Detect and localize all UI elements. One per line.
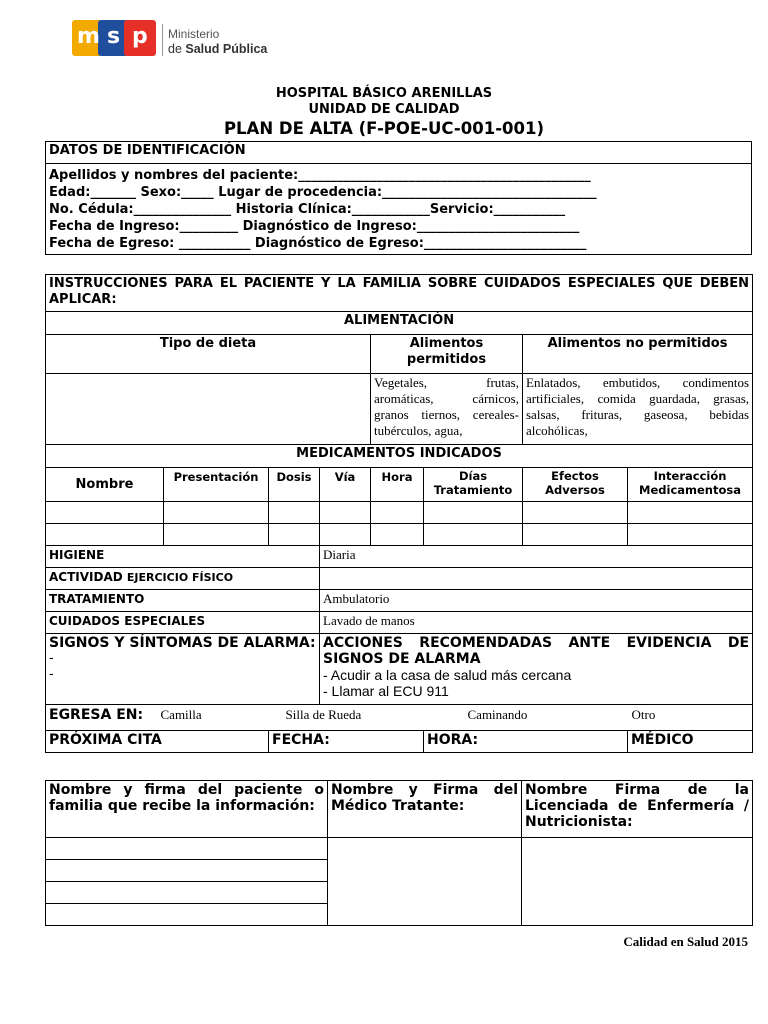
signature-patient-header: Nombre y firma del paciente o familia que recibe la información: <box>46 781 328 838</box>
med-col-presentacion: Presentación <box>164 468 269 502</box>
cita-fecha-field[interactable]: FECHA: <box>269 731 424 753</box>
alarm-action-item: - Llamar al ECU 911 <box>323 683 449 699</box>
signature-nurse-box[interactable] <box>522 838 753 926</box>
med-cell[interactable] <box>628 524 753 546</box>
cita-medico-field[interactable]: MÉDICO <box>628 731 753 753</box>
alimentacion-heading: ALIMENTACIÓN <box>46 312 753 335</box>
allowed-foods-cell: Vegetales, frutas, aromáticas, cárnicos, granos tiernos, cereales-tubérculos, agua, <box>371 374 523 445</box>
alarm-action-item: - Acudir a la casa de salud más cercana <box>323 667 572 683</box>
footer-text: Calidad en Salud 2015 <box>623 934 748 949</box>
med-cell[interactable] <box>269 524 320 546</box>
med-col-dias: Días Tratamiento <box>424 468 523 502</box>
logo-salud: de Salud Pública <box>168 42 268 56</box>
med-col-nombre: Nombre <box>46 468 164 502</box>
logo-letter-p: p <box>132 24 148 49</box>
cedula-history-service-field[interactable]: No. Cédula:_______________ Historia Clínica:____________Servicio:___________ <box>49 202 566 217</box>
tratamiento-value: Ambulatorio <box>320 590 753 612</box>
med-cell[interactable] <box>523 502 628 524</box>
egresa-option-otro[interactable]: Otro <box>631 707 656 722</box>
signature-nurse-header: Nombre Firma de la Licenciada de Enfermería / Nutricionista: <box>522 781 753 838</box>
higiene-value: Diaria <box>320 546 753 568</box>
actividad-label: ACTIVIDAD EJERCICIO FÍSICO <box>46 568 320 590</box>
med-cell[interactable] <box>371 502 424 524</box>
med-col-via: Vía <box>320 468 371 502</box>
egresa-label: EGRESA EN: <box>49 707 144 723</box>
identification-fields <box>46 164 752 255</box>
logo-divider <box>162 24 163 56</box>
egresa-option-camilla[interactable]: Camilla <box>160 707 202 722</box>
alarm-sign-item: - <box>49 667 54 682</box>
logo-letter-s: s <box>107 24 121 49</box>
discharge-date-diagnosis-field[interactable]: Fecha de Egreso: ___________ Diagnóstico de Egreso:_________________________ <box>49 236 587 251</box>
med-cell[interactable] <box>424 524 523 546</box>
logo-ministerio: Ministerio <box>168 27 220 41</box>
med-col-interaccion: Interacción Medicamentosa <box>628 468 753 502</box>
age-sex-origin-field[interactable]: Edad:_______ Sexo:_____ Lugar de procedencia:_________________________________ <box>49 185 597 200</box>
egresa-row <box>46 705 753 731</box>
alarm-actions-heading: ACCIONES RECOMENDADAS ANTE EVIDENCIA DE SIGNOS DE ALARMA <box>323 635 750 667</box>
signature-doctor-box[interactable] <box>328 838 522 926</box>
med-cell[interactable] <box>628 502 753 524</box>
med-row-1 <box>46 502 753 524</box>
med-col-efectos: Efectos Adversos <box>523 468 628 502</box>
alarm-sign-item: - <box>49 651 54 666</box>
instructions-table <box>45 274 753 753</box>
diet-type-header: Tipo de dieta <box>46 335 371 374</box>
higiene-label: HIGIENE <box>46 546 320 568</box>
page-title: PLAN DE ALTA (F-POE-UC-001-001) <box>223 119 545 138</box>
instructions-heading: INSTRUCCIONES PARA EL PACIENTE Y LA FAMILIA SOBRE CUIDADOS ESPECIALES QUE DEBEN APLICAR: <box>46 275 753 312</box>
alarm-actions-cell <box>320 634 753 705</box>
signature-patient-line[interactable] <box>46 904 328 926</box>
patient-name-field[interactable]: Apellidos y nombres del paciente:_____________________________________________ <box>49 168 591 183</box>
med-cell[interactable] <box>46 502 164 524</box>
egresa-option-caminando[interactable]: Caminando <box>467 707 528 722</box>
cuidados-value: Lavado de manos <box>320 612 753 634</box>
egresa-option-silla[interactable]: Silla de Rueda <box>285 707 362 722</box>
med-cell[interactable] <box>164 502 269 524</box>
medicamentos-heading: MEDICAMENTOS INDICADOS <box>46 445 753 468</box>
alarm-signs-cell <box>46 634 320 705</box>
tratamiento-label: TRATAMIENTO <box>46 590 320 612</box>
cita-hora-field[interactable]: HORA: <box>424 731 628 753</box>
signatures-table <box>45 780 753 926</box>
med-cell[interactable] <box>320 524 371 546</box>
forbidden-foods-header: Alimentos no permitidos <box>523 335 753 374</box>
signature-patient-line[interactable] <box>46 882 328 904</box>
med-cell[interactable] <box>46 524 164 546</box>
signature-doctor-header: Nombre y Firma del Médico Tratante: <box>328 781 522 838</box>
diet-type-cell[interactable] <box>46 374 371 445</box>
msp-logo <box>72 20 312 64</box>
med-row-2 <box>46 524 753 546</box>
cuidados-label: CUIDADOS ESPECIALES <box>46 612 320 634</box>
unit-name: UNIDAD DE CALIDAD <box>308 102 460 117</box>
logo-letter-m: m <box>77 24 100 49</box>
signature-patient-line[interactable] <box>46 838 328 860</box>
med-col-hora: Hora <box>371 468 424 502</box>
med-cell[interactable] <box>164 524 269 546</box>
proxima-cita-label: PRÓXIMA CITA <box>46 731 269 753</box>
med-cell[interactable] <box>371 524 424 546</box>
alarm-signs-heading: SIGNOS Y SÍNTOMAS DE ALARMA: <box>49 635 316 651</box>
med-cell[interactable] <box>320 502 371 524</box>
hospital-name: HOSPITAL BÁSICO ARENILLAS <box>275 86 493 101</box>
identification-heading: DATOS DE IDENTIFICACIÓN <box>46 142 752 164</box>
identification-table <box>45 141 752 255</box>
allowed-foods-header: Alimentos permitidos <box>371 335 523 374</box>
med-cell[interactable] <box>269 502 320 524</box>
actividad-value[interactable] <box>320 568 753 590</box>
med-col-dosis: Dosis <box>269 468 320 502</box>
forbidden-foods-cell: Enlatados, embutidos, condimentos artificiales, comida guardada, grasas, salsas, frituras, gaseosa, bebidas alcohólicas, <box>523 374 753 445</box>
med-cell[interactable] <box>523 524 628 546</box>
signature-patient-line[interactable] <box>46 860 328 882</box>
admission-date-diagnosis-field[interactable]: Fecha de Ingreso:_________ Diagnóstico de Ingreso:_________________________ <box>49 219 580 234</box>
med-cell[interactable] <box>424 502 523 524</box>
